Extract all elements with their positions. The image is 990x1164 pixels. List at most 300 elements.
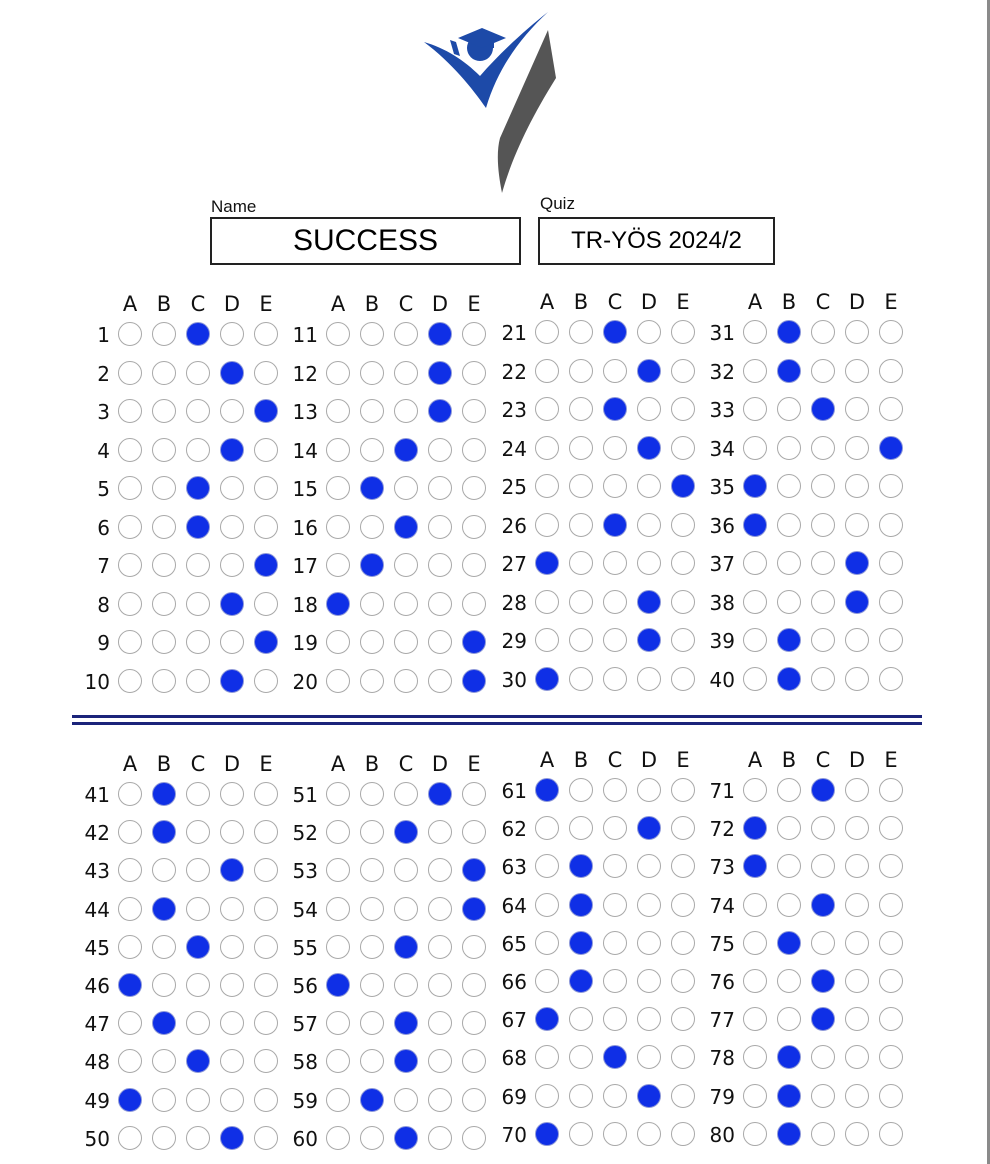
answer-bubble-68-d[interactable] [637,1045,661,1069]
answer-bubble-72-e[interactable] [879,816,903,840]
answer-bubble-10-d-filled[interactable] [220,669,244,693]
answer-bubble-49-a-filled[interactable] [118,1088,142,1112]
answer-bubble-8-e[interactable] [254,592,278,616]
answer-bubble-23-d[interactable] [637,397,661,421]
answer-bubble-73-a-filled[interactable] [743,854,767,878]
answer-bubble-30-e[interactable] [671,667,695,691]
answer-bubble-35-d[interactable] [845,474,869,498]
answer-bubble-75-c[interactable] [811,931,835,955]
answer-bubble-22-b[interactable] [569,359,593,383]
answer-bubble-25-e-filled[interactable] [671,474,695,498]
answer-bubble-7-c[interactable] [186,553,210,577]
answer-bubble-45-a[interactable] [118,935,142,959]
answer-bubble-20-b[interactable] [360,669,384,693]
answer-bubble-70-d[interactable] [637,1122,661,1146]
answer-bubble-38-b[interactable] [777,590,801,614]
answer-bubble-22-c[interactable] [603,359,627,383]
answer-bubble-63-a[interactable] [535,854,559,878]
answer-bubble-33-a[interactable] [743,397,767,421]
answer-bubble-79-c[interactable] [811,1084,835,1108]
answer-bubble-1-d[interactable] [220,322,244,346]
answer-bubble-61-c[interactable] [603,778,627,802]
answer-bubble-11-d-filled[interactable] [428,322,452,346]
answer-bubble-21-a[interactable] [535,320,559,344]
answer-bubble-40-e[interactable] [879,667,903,691]
answer-bubble-74-c-filled[interactable] [811,893,835,917]
answer-bubble-45-e[interactable] [254,935,278,959]
answer-bubble-24-c[interactable] [603,436,627,460]
answer-bubble-17-e[interactable] [462,553,486,577]
answer-bubble-76-c-filled[interactable] [811,969,835,993]
answer-bubble-16-d[interactable] [428,515,452,539]
answer-bubble-48-b[interactable] [152,1049,176,1073]
answer-bubble-74-a[interactable] [743,893,767,917]
answer-bubble-4-c[interactable] [186,438,210,462]
answer-bubble-36-a-filled[interactable] [743,513,767,537]
answer-bubble-35-c[interactable] [811,474,835,498]
answer-bubble-20-a[interactable] [326,669,350,693]
answer-bubble-5-c-filled[interactable] [186,476,210,500]
answer-bubble-69-e[interactable] [671,1084,695,1108]
answer-bubble-19-e-filled[interactable] [462,630,486,654]
answer-bubble-41-d[interactable] [220,782,244,806]
answer-bubble-30-b[interactable] [569,667,593,691]
answer-bubble-2-d-filled[interactable] [220,361,244,385]
answer-bubble-62-a[interactable] [535,816,559,840]
answer-bubble-67-e[interactable] [671,1007,695,1031]
answer-bubble-8-c[interactable] [186,592,210,616]
answer-bubble-25-c[interactable] [603,474,627,498]
answer-bubble-71-a[interactable] [743,778,767,802]
answer-bubble-69-c[interactable] [603,1084,627,1108]
answer-bubble-5-d[interactable] [220,476,244,500]
answer-bubble-53-d[interactable] [428,858,452,882]
answer-bubble-62-b[interactable] [569,816,593,840]
answer-bubble-51-d-filled[interactable] [428,782,452,806]
answer-bubble-7-a[interactable] [118,553,142,577]
answer-bubble-65-e[interactable] [671,931,695,955]
answer-bubble-17-c[interactable] [394,553,418,577]
answer-bubble-53-c[interactable] [394,858,418,882]
answer-bubble-9-e-filled[interactable] [254,630,278,654]
answer-bubble-46-a-filled[interactable] [118,973,142,997]
answer-bubble-37-a[interactable] [743,551,767,575]
answer-bubble-23-b[interactable] [569,397,593,421]
answer-bubble-11-b[interactable] [360,322,384,346]
answer-bubble-49-b[interactable] [152,1088,176,1112]
answer-bubble-62-d-filled[interactable] [637,816,661,840]
answer-bubble-19-c[interactable] [394,630,418,654]
answer-bubble-73-c[interactable] [811,854,835,878]
answer-bubble-77-b[interactable] [777,1007,801,1031]
answer-bubble-71-d[interactable] [845,778,869,802]
answer-bubble-6-e[interactable] [254,515,278,539]
answer-bubble-44-e[interactable] [254,897,278,921]
answer-bubble-29-c[interactable] [603,628,627,652]
answer-bubble-56-e[interactable] [462,973,486,997]
answer-bubble-50-e[interactable] [254,1126,278,1150]
answer-bubble-64-e[interactable] [671,893,695,917]
answer-bubble-50-d-filled[interactable] [220,1126,244,1150]
answer-bubble-70-a-filled[interactable] [535,1122,559,1146]
answer-bubble-47-b-filled[interactable] [152,1011,176,1035]
answer-bubble-3-c[interactable] [186,399,210,423]
answer-bubble-28-c[interactable] [603,590,627,614]
answer-bubble-38-e[interactable] [879,590,903,614]
answer-bubble-71-b[interactable] [777,778,801,802]
answer-bubble-49-c[interactable] [186,1088,210,1112]
answer-bubble-57-a[interactable] [326,1011,350,1035]
answer-bubble-79-e[interactable] [879,1084,903,1108]
answer-bubble-55-a[interactable] [326,935,350,959]
answer-bubble-37-c[interactable] [811,551,835,575]
answer-bubble-19-a[interactable] [326,630,350,654]
answer-bubble-34-d[interactable] [845,436,869,460]
answer-bubble-13-a[interactable] [326,399,350,423]
answer-bubble-23-e[interactable] [671,397,695,421]
answer-bubble-64-a[interactable] [535,893,559,917]
answer-bubble-69-a[interactable] [535,1084,559,1108]
answer-bubble-3-e-filled[interactable] [254,399,278,423]
answer-bubble-75-e[interactable] [879,931,903,955]
answer-bubble-48-e[interactable] [254,1049,278,1073]
answer-bubble-31-c[interactable] [811,320,835,344]
answer-bubble-32-c[interactable] [811,359,835,383]
answer-bubble-28-a[interactable] [535,590,559,614]
answer-bubble-52-c-filled[interactable] [394,820,418,844]
answer-bubble-50-a[interactable] [118,1126,142,1150]
answer-bubble-26-a[interactable] [535,513,559,537]
answer-bubble-1-a[interactable] [118,322,142,346]
answer-bubble-19-b[interactable] [360,630,384,654]
answer-bubble-42-e[interactable] [254,820,278,844]
answer-bubble-13-c[interactable] [394,399,418,423]
answer-bubble-38-d-filled[interactable] [845,590,869,614]
answer-bubble-7-d[interactable] [220,553,244,577]
answer-bubble-74-d[interactable] [845,893,869,917]
answer-bubble-72-d[interactable] [845,816,869,840]
answer-bubble-68-c-filled[interactable] [603,1045,627,1069]
answer-bubble-66-e[interactable] [671,969,695,993]
answer-bubble-12-c[interactable] [394,361,418,385]
answer-bubble-56-c[interactable] [394,973,418,997]
answer-bubble-59-b-filled[interactable] [360,1088,384,1112]
answer-bubble-27-b[interactable] [569,551,593,575]
answer-bubble-27-e[interactable] [671,551,695,575]
answer-bubble-33-b[interactable] [777,397,801,421]
answer-bubble-16-b[interactable] [360,515,384,539]
answer-bubble-66-c[interactable] [603,969,627,993]
answer-bubble-44-a[interactable] [118,897,142,921]
answer-bubble-49-e[interactable] [254,1088,278,1112]
answer-bubble-45-d[interactable] [220,935,244,959]
answer-bubble-80-d[interactable] [845,1122,869,1146]
answer-bubble-1-c-filled[interactable] [186,322,210,346]
answer-bubble-61-d[interactable] [637,778,661,802]
answer-bubble-16-a[interactable] [326,515,350,539]
answer-bubble-55-d[interactable] [428,935,452,959]
answer-bubble-77-d[interactable] [845,1007,869,1031]
answer-bubble-44-d[interactable] [220,897,244,921]
answer-bubble-32-e[interactable] [879,359,903,383]
answer-bubble-35-e[interactable] [879,474,903,498]
answer-bubble-65-b-filled[interactable] [569,931,593,955]
answer-bubble-14-e[interactable] [462,438,486,462]
answer-bubble-38-c[interactable] [811,590,835,614]
answer-bubble-56-a-filled[interactable] [326,973,350,997]
answer-bubble-3-b[interactable] [152,399,176,423]
answer-bubble-58-c-filled[interactable] [394,1049,418,1073]
answer-bubble-36-d[interactable] [845,513,869,537]
answer-bubble-67-b[interactable] [569,1007,593,1031]
answer-bubble-63-e[interactable] [671,854,695,878]
answer-bubble-76-e[interactable] [879,969,903,993]
answer-bubble-47-a[interactable] [118,1011,142,1035]
answer-bubble-78-c[interactable] [811,1045,835,1069]
answer-bubble-36-e[interactable] [879,513,903,537]
answer-bubble-58-e[interactable] [462,1049,486,1073]
answer-bubble-29-b[interactable] [569,628,593,652]
answer-bubble-54-c[interactable] [394,897,418,921]
answer-bubble-63-d[interactable] [637,854,661,878]
answer-bubble-30-c[interactable] [603,667,627,691]
answer-bubble-8-b[interactable] [152,592,176,616]
answer-bubble-51-b[interactable] [360,782,384,806]
answer-bubble-14-b[interactable] [360,438,384,462]
answer-bubble-27-d[interactable] [637,551,661,575]
answer-bubble-57-b[interactable] [360,1011,384,1035]
answer-bubble-66-a[interactable] [535,969,559,993]
answer-bubble-4-b[interactable] [152,438,176,462]
answer-bubble-28-e[interactable] [671,590,695,614]
answer-bubble-27-c[interactable] [603,551,627,575]
answer-bubble-64-b-filled[interactable] [569,893,593,917]
answer-bubble-68-a[interactable] [535,1045,559,1069]
answer-bubble-18-d[interactable] [428,592,452,616]
answer-bubble-30-a-filled[interactable] [535,667,559,691]
answer-bubble-62-e[interactable] [671,816,695,840]
answer-bubble-69-d-filled[interactable] [637,1084,661,1108]
answer-bubble-20-c[interactable] [394,669,418,693]
answer-bubble-51-a[interactable] [326,782,350,806]
answer-bubble-15-e[interactable] [462,476,486,500]
answer-bubble-73-b[interactable] [777,854,801,878]
answer-bubble-78-d[interactable] [845,1045,869,1069]
answer-bubble-43-c[interactable] [186,858,210,882]
answer-bubble-6-c-filled[interactable] [186,515,210,539]
answer-bubble-2-e[interactable] [254,361,278,385]
answer-bubble-6-a[interactable] [118,515,142,539]
answer-bubble-80-a[interactable] [743,1122,767,1146]
answer-bubble-63-b-filled[interactable] [569,854,593,878]
answer-bubble-54-a[interactable] [326,897,350,921]
answer-bubble-10-b[interactable] [152,669,176,693]
answer-bubble-25-a[interactable] [535,474,559,498]
answer-bubble-57-c-filled[interactable] [394,1011,418,1035]
answer-bubble-47-e[interactable] [254,1011,278,1035]
answer-bubble-14-d[interactable] [428,438,452,462]
answer-bubble-35-b[interactable] [777,474,801,498]
answer-bubble-55-b[interactable] [360,935,384,959]
answer-bubble-65-c[interactable] [603,931,627,955]
answer-bubble-47-d[interactable] [220,1011,244,1035]
answer-bubble-75-d[interactable] [845,931,869,955]
answer-bubble-40-b-filled[interactable] [777,667,801,691]
answer-bubble-42-c[interactable] [186,820,210,844]
answer-bubble-67-c[interactable] [603,1007,627,1031]
answer-bubble-17-b-filled[interactable] [360,553,384,577]
answer-bubble-34-e-filled[interactable] [879,436,903,460]
answer-bubble-11-a[interactable] [326,322,350,346]
answer-bubble-26-b[interactable] [569,513,593,537]
answer-bubble-74-e[interactable] [879,893,903,917]
answer-bubble-54-e-filled[interactable] [462,897,486,921]
answer-bubble-59-e[interactable] [462,1088,486,1112]
answer-bubble-60-a[interactable] [326,1126,350,1150]
answer-bubble-9-d[interactable] [220,630,244,654]
answer-bubble-61-b[interactable] [569,778,593,802]
answer-bubble-32-b-filled[interactable] [777,359,801,383]
answer-bubble-15-d[interactable] [428,476,452,500]
answer-bubble-43-a[interactable] [118,858,142,882]
answer-bubble-21-e[interactable] [671,320,695,344]
answer-bubble-52-e[interactable] [462,820,486,844]
answer-bubble-59-a[interactable] [326,1088,350,1112]
answer-bubble-9-c[interactable] [186,630,210,654]
answer-bubble-21-d[interactable] [637,320,661,344]
answer-bubble-43-d-filled[interactable] [220,858,244,882]
answer-bubble-39-a[interactable] [743,628,767,652]
answer-bubble-72-b[interactable] [777,816,801,840]
answer-bubble-25-d[interactable] [637,474,661,498]
answer-bubble-58-b[interactable] [360,1049,384,1073]
answer-bubble-40-d[interactable] [845,667,869,691]
answer-bubble-8-d-filled[interactable] [220,592,244,616]
answer-bubble-37-e[interactable] [879,551,903,575]
answer-bubble-12-d-filled[interactable] [428,361,452,385]
answer-bubble-2-b[interactable] [152,361,176,385]
answer-bubble-79-b-filled[interactable] [777,1084,801,1108]
answer-bubble-59-c[interactable] [394,1088,418,1112]
answer-bubble-14-c-filled[interactable] [394,438,418,462]
answer-bubble-6-d[interactable] [220,515,244,539]
answer-bubble-71-e[interactable] [879,778,903,802]
answer-bubble-48-d[interactable] [220,1049,244,1073]
answer-bubble-4-e[interactable] [254,438,278,462]
answer-bubble-16-e[interactable] [462,515,486,539]
answer-bubble-3-d[interactable] [220,399,244,423]
answer-bubble-54-d[interactable] [428,897,452,921]
answer-bubble-45-c-filled[interactable] [186,935,210,959]
answer-bubble-32-d[interactable] [845,359,869,383]
answer-bubble-55-e[interactable] [462,935,486,959]
answer-bubble-7-b[interactable] [152,553,176,577]
answer-bubble-43-e[interactable] [254,858,278,882]
answer-bubble-34-a[interactable] [743,436,767,460]
answer-bubble-75-b-filled[interactable] [777,931,801,955]
answer-bubble-18-a-filled[interactable] [326,592,350,616]
answer-bubble-1-b[interactable] [152,322,176,346]
answer-bubble-12-a[interactable] [326,361,350,385]
answer-bubble-76-b[interactable] [777,969,801,993]
answer-bubble-40-a[interactable] [743,667,767,691]
answer-bubble-60-c-filled[interactable] [394,1126,418,1150]
answer-bubble-73-d[interactable] [845,854,869,878]
answer-bubble-56-b[interactable] [360,973,384,997]
answer-bubble-61-a-filled[interactable] [535,778,559,802]
answer-bubble-18-e[interactable] [462,592,486,616]
answer-bubble-40-c[interactable] [811,667,835,691]
answer-bubble-4-d-filled[interactable] [220,438,244,462]
answer-bubble-42-d[interactable] [220,820,244,844]
answer-bubble-25-b[interactable] [569,474,593,498]
answer-bubble-64-d[interactable] [637,893,661,917]
answer-bubble-18-b[interactable] [360,592,384,616]
answer-bubble-56-d[interactable] [428,973,452,997]
answer-bubble-3-a[interactable] [118,399,142,423]
answer-bubble-9-b[interactable] [152,630,176,654]
answer-bubble-10-a[interactable] [118,669,142,693]
answer-bubble-62-c[interactable] [603,816,627,840]
answer-bubble-31-b-filled[interactable] [777,320,801,344]
answer-bubble-51-c[interactable] [394,782,418,806]
answer-bubble-15-c[interactable] [394,476,418,500]
answer-bubble-15-a[interactable] [326,476,350,500]
answer-bubble-80-b-filled[interactable] [777,1122,801,1146]
answer-bubble-5-e[interactable] [254,476,278,500]
answer-bubble-32-a[interactable] [743,359,767,383]
answer-bubble-6-b[interactable] [152,515,176,539]
answer-bubble-24-d-filled[interactable] [637,436,661,460]
answer-bubble-39-b-filled[interactable] [777,628,801,652]
answer-bubble-79-d[interactable] [845,1084,869,1108]
answer-bubble-2-a[interactable] [118,361,142,385]
answer-bubble-60-b[interactable] [360,1126,384,1150]
answer-bubble-78-a[interactable] [743,1045,767,1069]
answer-bubble-37-b[interactable] [777,551,801,575]
answer-bubble-46-d[interactable] [220,973,244,997]
answer-bubble-65-a[interactable] [535,931,559,955]
answer-bubble-41-e[interactable] [254,782,278,806]
answer-bubble-79-a[interactable] [743,1084,767,1108]
answer-bubble-31-d[interactable] [845,320,869,344]
answer-bubble-52-b[interactable] [360,820,384,844]
answer-bubble-10-e[interactable] [254,669,278,693]
answer-bubble-11-c[interactable] [394,322,418,346]
answer-bubble-61-e[interactable] [671,778,695,802]
answer-bubble-24-e[interactable] [671,436,695,460]
answer-bubble-65-d[interactable] [637,931,661,955]
answer-bubble-31-a[interactable] [743,320,767,344]
answer-bubble-22-e[interactable] [671,359,695,383]
answer-bubble-57-e[interactable] [462,1011,486,1035]
answer-bubble-51-e[interactable] [462,782,486,806]
answer-bubble-39-d[interactable] [845,628,869,652]
answer-bubble-41-b-filled[interactable] [152,782,176,806]
answer-bubble-69-b[interactable] [569,1084,593,1108]
answer-bubble-53-b[interactable] [360,858,384,882]
answer-bubble-70-b[interactable] [569,1122,593,1146]
answer-bubble-29-d-filled[interactable] [637,628,661,652]
answer-bubble-64-c[interactable] [603,893,627,917]
answer-bubble-80-c[interactable] [811,1122,835,1146]
answer-bubble-50-c[interactable] [186,1126,210,1150]
answer-bubble-76-d[interactable] [845,969,869,993]
answer-bubble-34-c[interactable] [811,436,835,460]
answer-bubble-18-c[interactable] [394,592,418,616]
answer-bubble-33-c-filled[interactable] [811,397,835,421]
answer-bubble-80-e[interactable] [879,1122,903,1146]
